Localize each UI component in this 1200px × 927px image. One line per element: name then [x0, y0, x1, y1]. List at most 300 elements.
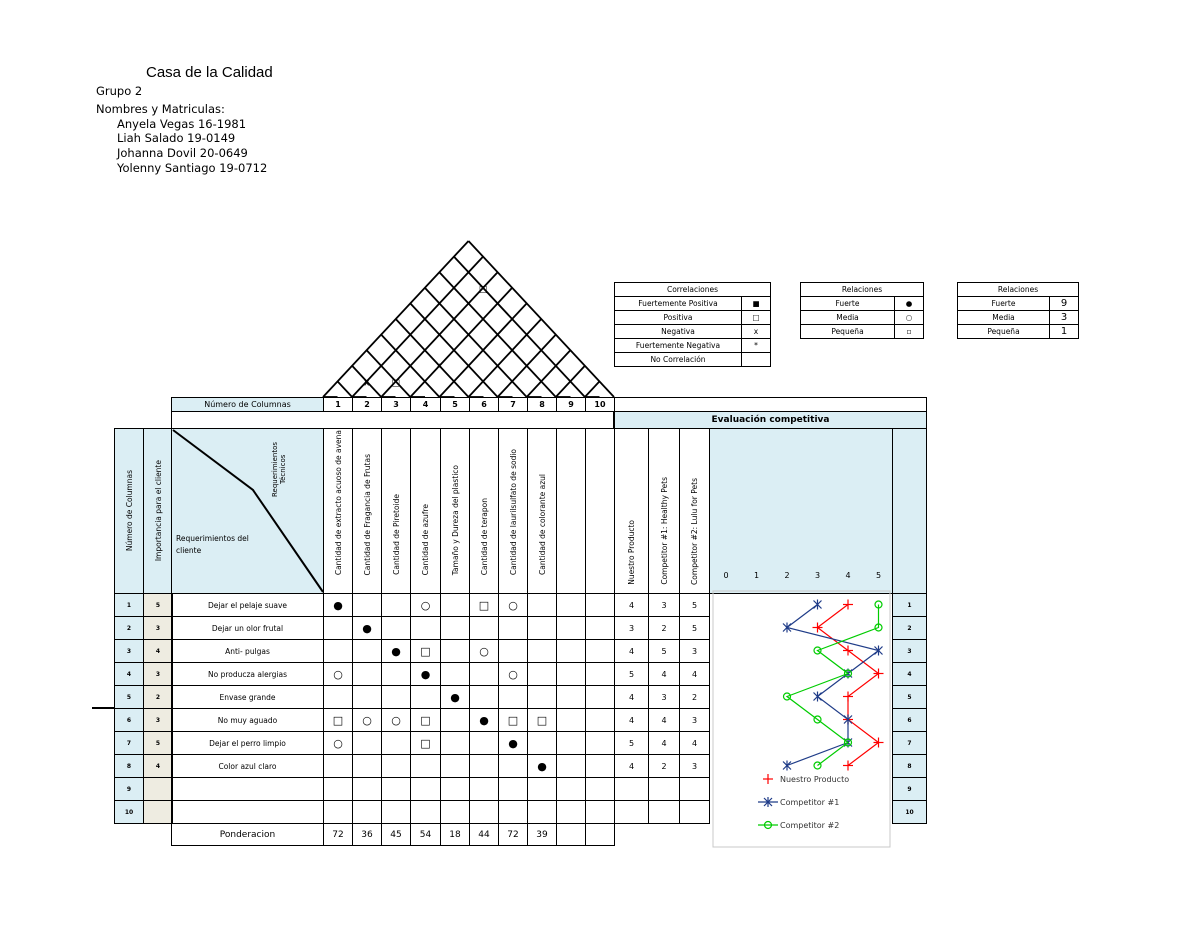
relation-cell: [469, 800, 499, 824]
relation-cell: [352, 731, 382, 755]
importance-value: 4: [143, 639, 173, 663]
relation-cell: [498, 616, 528, 640]
data-point: [875, 646, 883, 656]
importance-value: 3: [143, 708, 173, 732]
relation-cell: [323, 800, 353, 824]
relation-cell: [585, 708, 615, 732]
relation-cell: [440, 754, 470, 778]
relation-cell: ●: [498, 731, 528, 755]
data-point: [843, 715, 853, 725]
evaluation-value: [648, 800, 680, 824]
relation-cell: [352, 754, 382, 778]
technical-requirements-label: Requerimientos Técnicos: [271, 441, 287, 497]
importance-value: 2: [143, 685, 173, 709]
relation-cell: [381, 616, 411, 640]
ponderation-value: 45: [381, 823, 411, 846]
relation-cell: [323, 777, 353, 801]
relation-cell: [469, 662, 499, 686]
legend-marker: [764, 797, 772, 807]
relation-cell: [527, 800, 557, 824]
relation-cell: □: [410, 639, 441, 663]
right-row-number: 8: [892, 754, 927, 778]
evaluation-value: 3: [648, 685, 680, 709]
relation-cell: [556, 731, 586, 755]
roof-grid-line: [425, 288, 527, 397]
legend-value: 9: [1050, 297, 1079, 311]
row-number: 6: [114, 708, 144, 732]
data-point: [875, 624, 882, 631]
relation-cell: □: [469, 593, 499, 617]
col-number: 9: [556, 397, 586, 412]
relation-cell: ●: [469, 708, 499, 732]
row-number: 7: [114, 731, 144, 755]
col-number: 1: [323, 397, 353, 412]
relation-cell: [556, 800, 586, 824]
evaluation-value: [614, 777, 649, 801]
relation-cell: [410, 777, 441, 801]
relation-cell: [352, 662, 382, 686]
relation-cell: [440, 708, 470, 732]
relation-cell: [527, 593, 557, 617]
ponderation-value: [585, 823, 615, 846]
evaluation-value: 3: [679, 754, 710, 778]
relation-cell: ●: [323, 593, 353, 617]
technical-requirement: [469, 428, 499, 594]
technical-requirement-label: Cantidad de extracto acuoso de avena: [333, 429, 343, 575]
legend-label: Fuerte: [958, 297, 1050, 311]
importance-value: 4: [143, 754, 173, 778]
row-number: 5: [114, 685, 144, 709]
data-point: [843, 646, 853, 656]
relation-cell: □: [527, 708, 557, 732]
legend-symbol: ○: [895, 311, 924, 325]
technical-requirement-label: Cantidad de terapon: [479, 497, 489, 575]
technical-requirement-label: Cantidad de colorante azul: [537, 474, 547, 575]
data-point: [814, 600, 822, 610]
right-row-number: 7: [892, 731, 927, 755]
row-number: 10: [114, 800, 144, 824]
roof-grid-line: [352, 257, 483, 397]
roof-grid-line: [338, 381, 353, 397]
relation-cell: [410, 616, 441, 640]
data-point: [844, 738, 852, 748]
evaluation-value: 4: [648, 708, 680, 732]
ponderation-label: Ponderacion: [171, 823, 324, 846]
relation-cell: [585, 777, 615, 801]
col-number: 10: [585, 397, 615, 412]
relation-cell: [352, 639, 382, 663]
data-point: [814, 692, 822, 702]
relation-cell: [410, 685, 441, 709]
data-point: [814, 716, 821, 723]
row-number: 2: [114, 616, 144, 640]
x-tick-label: 4: [845, 571, 851, 580]
technical-requirement: [410, 428, 441, 594]
roof-correlation-mark: ·: [525, 331, 529, 342]
legend-marker: [763, 774, 773, 784]
page-title: Casa de la Calidad: [146, 64, 273, 81]
evaluation-value: 5: [679, 593, 710, 617]
technical-requirement-label: Tamaño y Dureza del plastico: [450, 464, 460, 575]
relation-cell: [556, 639, 586, 663]
evaluation-value: 4: [614, 754, 649, 778]
data-point: [874, 738, 884, 748]
legend-symbol: *: [742, 339, 771, 353]
importance-value: [143, 800, 173, 824]
relation-cell: [498, 754, 528, 778]
technical-requirement: [323, 428, 353, 594]
col-number: 6: [469, 397, 499, 412]
relation-cell: [410, 800, 441, 824]
relation-cell: [440, 777, 470, 801]
data-point: [783, 761, 791, 771]
legend-entry: Nuestro Producto: [780, 775, 850, 784]
relation-cell: [556, 708, 586, 732]
relation-cell: ○: [498, 662, 528, 686]
data-point: [814, 647, 821, 654]
relation-cell: [381, 754, 411, 778]
roof-correlation-mark: x: [363, 378, 370, 389]
relation-cell: [498, 685, 528, 709]
legend-title: Correlaciones: [615, 283, 771, 297]
evaluation-value: 2: [648, 616, 680, 640]
row-number: 1: [114, 593, 144, 617]
relation-cell: [498, 777, 528, 801]
relation-cell: ●: [527, 754, 557, 778]
customer-requirements-label: Requerimientos del cliente: [176, 534, 249, 555]
x-tick-label: 0: [723, 571, 729, 580]
relation-cell: [527, 685, 557, 709]
evaluation-value: 4: [679, 662, 710, 686]
data-point: [813, 623, 823, 633]
competitor-header-label: Competitor #1: Healthy Pets: [659, 477, 669, 585]
legend-symbol: ▫: [895, 325, 924, 339]
roof-grid-line: [585, 381, 600, 397]
roof-correlation-mark: □: [391, 378, 401, 389]
evaluation-value: 5: [648, 639, 680, 663]
relation-cell: ○: [381, 708, 411, 732]
relation-cell: [469, 685, 499, 709]
relation-cell: [556, 593, 586, 617]
competitor-header-label: Competitor #2: Lulu for Pets: [690, 478, 699, 585]
relation-cell: [323, 685, 353, 709]
legend-label: Negativa: [615, 325, 742, 339]
names-label: Nombres y Matriculas:: [96, 102, 225, 116]
relation-cell: [556, 754, 586, 778]
legend-label: Fuertemente Positiva: [615, 297, 742, 311]
customer-requirement: No producza alergias: [171, 662, 324, 686]
relation-cell: ○: [498, 593, 528, 617]
importance-value: 3: [143, 616, 173, 640]
technical-requirement: [527, 428, 557, 594]
right-row-number: 9: [892, 777, 927, 801]
relation-cell: [498, 800, 528, 824]
technical-requirement-label: Cantidad de laurilsulfato de sodio: [508, 448, 518, 575]
roof-grid-line: [469, 319, 542, 397]
relation-cell: [381, 800, 411, 824]
relation-cell: □: [410, 731, 441, 755]
row-number: 3: [114, 639, 144, 663]
relation-cell: [585, 662, 615, 686]
importance-value: 3: [143, 662, 173, 686]
relation-cell: □: [323, 708, 353, 732]
ponderation-value: 36: [352, 823, 382, 846]
evaluation-value: 4: [614, 708, 649, 732]
chart-frame: [713, 591, 890, 847]
evaluation-value: 4: [679, 731, 710, 755]
roof-grid-line: [396, 319, 469, 397]
customer-requirement: [171, 800, 324, 824]
series-line: [818, 605, 879, 766]
importance-header: [143, 428, 173, 594]
member-name: Yolenny Santiago 19-0712: [117, 161, 268, 175]
evaluation-title: Evaluación competitiva: [614, 411, 927, 429]
relation-cell: [556, 777, 586, 801]
data-point: [845, 739, 852, 746]
evaluation-value: [648, 777, 680, 801]
roof-grid-line: [410, 288, 512, 397]
legend-entry: Competitor #1: [780, 798, 840, 807]
row-number-header: [114, 428, 144, 594]
relation-cell: [352, 685, 382, 709]
relation-cell: [381, 593, 411, 617]
competitor-header-label: Nuestro Producto: [627, 520, 636, 585]
data-point: [814, 762, 821, 769]
importance-header-label: Importancia para el cliente: [153, 460, 163, 562]
data-point: [784, 693, 791, 700]
ponderation-value: [556, 823, 586, 846]
technical-requirement: [440, 428, 470, 594]
importance-value: [143, 777, 173, 801]
legend-symbol: ■: [742, 297, 771, 311]
col-number: 8: [527, 397, 557, 412]
col-number: 3: [381, 397, 411, 412]
customer-requirement: Dejar el pelaje suave: [171, 593, 324, 617]
relation-cell: [381, 685, 411, 709]
ponderation-value: 72: [498, 823, 528, 846]
relation-cell: [381, 662, 411, 686]
relation-cell: ●: [352, 616, 382, 640]
legend-label: Positiva: [615, 311, 742, 325]
row-number-header-label: Número de Columnas: [124, 470, 134, 552]
technical-requirement: [498, 428, 528, 594]
relation-cell: [469, 777, 499, 801]
customer-requirement: No muy aguado: [171, 708, 324, 732]
x-tick-label: 1: [753, 571, 760, 580]
right-row-number: 2: [892, 616, 927, 640]
legend-label: Fuerte: [801, 297, 895, 311]
right-row-number: 3: [892, 639, 927, 663]
evaluation-value: 2: [648, 754, 680, 778]
legend-symbol: x: [742, 325, 771, 339]
ponderation-value: 39: [527, 823, 557, 846]
legend-label: Pequeña: [958, 325, 1050, 339]
legend-title: Relaciones: [801, 283, 924, 297]
ponderation-value: 54: [410, 823, 441, 846]
data-point: [874, 669, 884, 679]
technical-requirement: [556, 428, 586, 594]
competitor-header: [679, 428, 710, 594]
customer-requirement: Dejar un olor frutal: [171, 616, 324, 640]
blank-cell: [614, 397, 927, 412]
data-point: [783, 623, 791, 633]
relation-cell: ●: [410, 662, 441, 686]
data-point: [845, 670, 852, 677]
right-number-header: [892, 428, 927, 594]
relation-cell: [585, 754, 615, 778]
relation-cell: [527, 731, 557, 755]
relation-cell: [527, 777, 557, 801]
row-number: 4: [114, 662, 144, 686]
legend-label: No Correlación: [615, 353, 742, 367]
relation-cell: [440, 731, 470, 755]
roof-correlation-mark: *: [437, 362, 442, 373]
relation-cell: ○: [352, 708, 382, 732]
data-point: [844, 715, 852, 725]
right-row-number: 1: [892, 593, 927, 617]
evaluation-value: 3: [679, 639, 710, 663]
col-number-label: Número de Columnas: [171, 397, 324, 412]
legend-value: 1: [1050, 325, 1079, 339]
relation-cell: ●: [440, 685, 470, 709]
relation-cell: [498, 639, 528, 663]
roof-grid-line: [454, 257, 585, 397]
data-point: [843, 761, 853, 771]
evaluation-value: 5: [614, 731, 649, 755]
customer-requirement: [171, 777, 324, 801]
data-point: [843, 692, 853, 702]
row-number: 8: [114, 754, 144, 778]
relation-cell: [381, 777, 411, 801]
col-number: 4: [410, 397, 441, 412]
relation-cell: [585, 685, 615, 709]
x-tick-label: 2: [784, 571, 790, 580]
roof-correlation-mark: ·: [437, 331, 441, 342]
relation-cell: [527, 662, 557, 686]
legend-title: Relaciones: [958, 283, 1079, 297]
group-label: Grupo 2: [96, 84, 143, 98]
importance-value: 5: [143, 593, 173, 617]
blank-cell: [171, 411, 614, 429]
relation-cell: [469, 616, 499, 640]
relation-cell: [440, 616, 470, 640]
data-point: [875, 601, 882, 608]
relation-cell: [323, 754, 353, 778]
relation-cell: [556, 616, 586, 640]
technical-requirement: [381, 428, 411, 594]
technical-requirement-label: Cantidad de Fragancia de Frutas: [362, 453, 372, 575]
importance-value: 5: [143, 731, 173, 755]
series-line: [787, 605, 879, 766]
legend-symbol: ●: [895, 297, 924, 311]
technical-requirement-label: Cantidad de azufre: [421, 503, 430, 575]
relation-cell: ○: [323, 731, 353, 755]
relation-cell: [410, 754, 441, 778]
row-number: 9: [114, 777, 144, 801]
relation-cell: [556, 685, 586, 709]
competitor-header: [614, 428, 649, 594]
customer-requirement: Dejar el perro limpio: [171, 731, 324, 755]
member-name: Johanna Dovil 20-0649: [117, 146, 248, 160]
col-number: 7: [498, 397, 528, 412]
relation-cell: [440, 800, 470, 824]
customer-requirement: Color azul claro: [171, 754, 324, 778]
series-line: [787, 605, 879, 766]
data-point: [843, 600, 853, 610]
customer-requirement: Anti- pulgas: [171, 639, 324, 663]
relation-cell: [585, 616, 615, 640]
relation-cell: [469, 731, 499, 755]
legend-value: 3: [1050, 311, 1079, 325]
relation-cell: [440, 593, 470, 617]
right-row-number: 4: [892, 662, 927, 686]
competitor-header: [648, 428, 680, 594]
relation-cell: [585, 639, 615, 663]
member-name: Anyela Vegas 16-1981: [117, 117, 247, 131]
member-name: Liah Salado 19-0149: [117, 131, 236, 145]
relation-cell: [585, 800, 615, 824]
legend-symbol: □: [742, 311, 771, 325]
corner-header: [171, 428, 324, 594]
legend-label: Pequeña: [801, 325, 895, 339]
evaluation-value: [679, 777, 710, 801]
x-tick-label: 3: [814, 571, 821, 580]
technical-requirement: [585, 428, 615, 594]
x-tick-label: 5: [875, 571, 882, 580]
col-number: 5: [440, 397, 470, 412]
relation-cell: [352, 777, 382, 801]
evaluation-value: 4: [614, 639, 649, 663]
relation-cell: [352, 593, 382, 617]
relation-cell: [585, 731, 615, 755]
evaluation-value: 3: [614, 616, 649, 640]
relation-cell: [556, 662, 586, 686]
relation-cell: ○: [323, 662, 353, 686]
evaluation-value: 5: [614, 662, 649, 686]
relation-cell: [585, 593, 615, 617]
ponderation-value: 44: [469, 823, 499, 846]
relation-cell: [440, 662, 470, 686]
evaluation-value: 4: [614, 593, 649, 617]
legend-marker: [765, 822, 772, 829]
relation-cell: [352, 800, 382, 824]
technical-requirement: [352, 428, 382, 594]
relation-cell: [469, 754, 499, 778]
col-number: 2: [352, 397, 382, 412]
legend-label: Media: [801, 311, 895, 325]
relation-cell: [440, 639, 470, 663]
evaluation-value: 2: [679, 685, 710, 709]
evaluation-value: 4: [648, 731, 680, 755]
roof-correlation-mark: □: [478, 284, 488, 295]
evaluation-value: 4: [648, 662, 680, 686]
evaluation-value: [614, 800, 649, 824]
data-point: [844, 669, 852, 679]
legend-entry: Competitor #2: [780, 821, 840, 830]
relation-cell: ○: [410, 593, 441, 617]
relation-cell: [381, 731, 411, 755]
legend-label: Fuertemente Negativa: [615, 339, 742, 353]
right-row-number: 5: [892, 685, 927, 709]
relation-cell: ○: [469, 639, 499, 663]
right-row-number: 10: [892, 800, 927, 824]
relation-cell: [323, 616, 353, 640]
evaluation-value: [679, 800, 710, 824]
ponderation-value: 18: [440, 823, 470, 846]
relation-cell: [323, 639, 353, 663]
evaluation-value: 3: [648, 593, 680, 617]
technical-requirement-label: Cantidad de Piretoide: [391, 494, 401, 575]
